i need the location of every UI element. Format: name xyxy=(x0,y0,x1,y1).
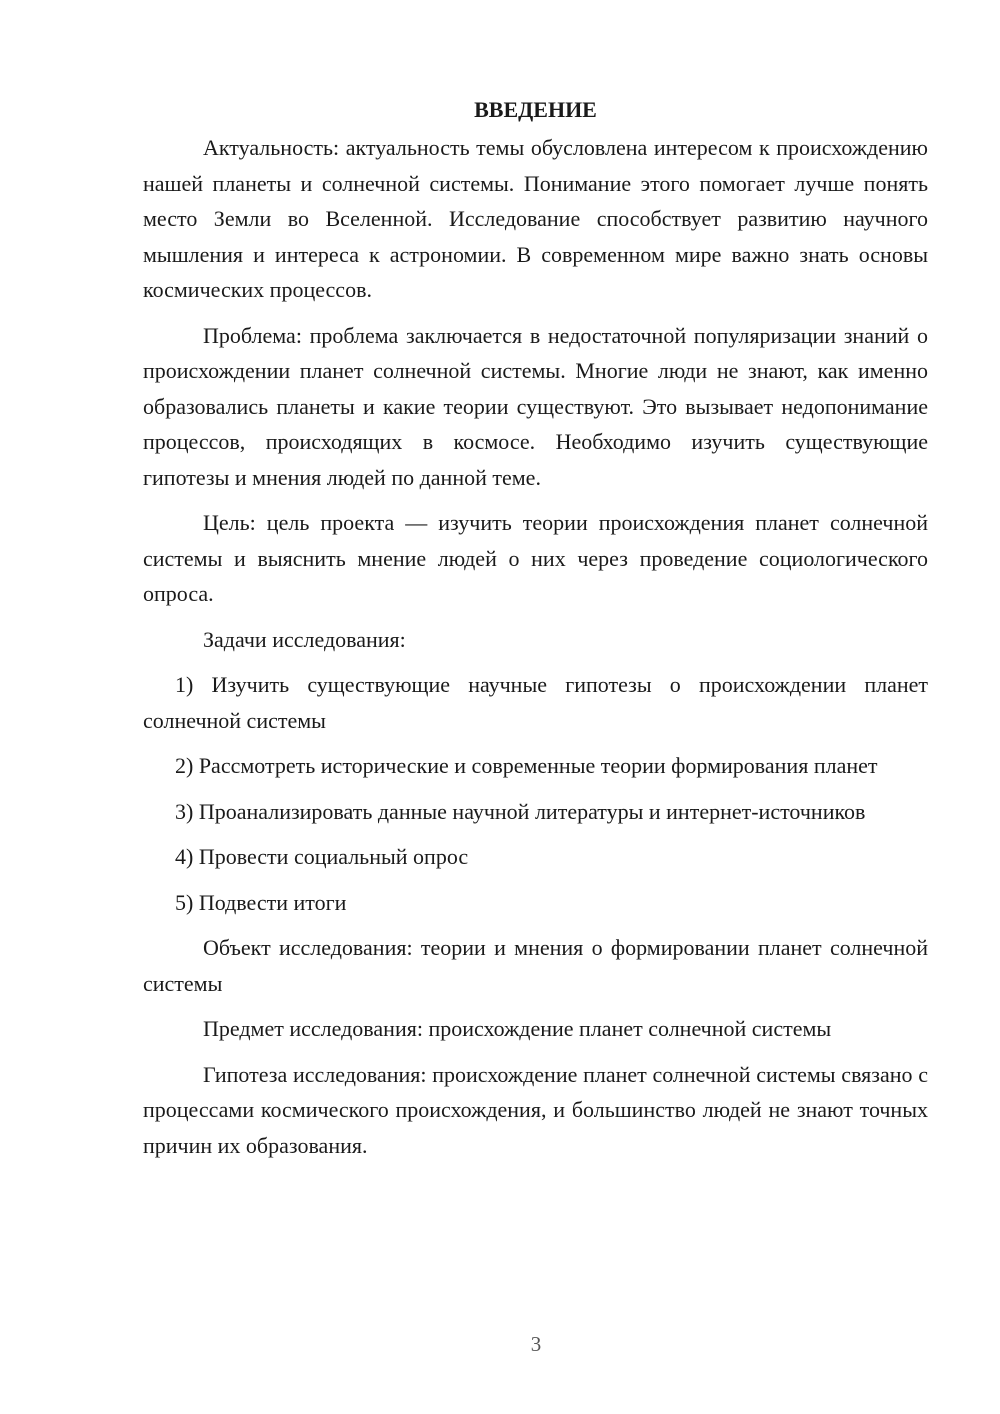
page-title: ВВЕДЕНИЕ xyxy=(474,97,597,122)
tasks-heading: Задачи исследования: xyxy=(203,626,406,652)
paragraph-hypothesis: Гипотеза исследования: происхождение планет солнечной системы связано с процессами космического происхождения, и большинство людей не знают точных причин их образования. xyxy=(143,1061,928,1158)
paragraph-relevance: Актуальность: актуальность темы обусловлена интересом к происхождению нашей планеты и солнечной системы. Понимание этого помогает лучше понять место Земли во Вселенной. Исследование способствует развитию научного мышления и интереса к астрономии. В современном мире важно знать основы космических процессов. xyxy=(143,135,928,302)
list-item: 5) Подвести итоги xyxy=(175,889,347,915)
paragraph-goal: Цель: цель проекта — изучить теории происхождения планет солнечной системы и выяснить мнение людей о них через проведение социологического опроса. xyxy=(143,510,928,606)
list-item: 2) Рассмотреть исторические и современные теории формирования планет xyxy=(175,753,878,778)
list-item: 1) Изучить существующие научные гипотезы о происхождении планет солнечной системы xyxy=(143,672,928,733)
tasks-list xyxy=(143,667,928,920)
list-item: 3) Проанализировать данные научной литературы и интернет-источников xyxy=(175,798,866,824)
paragraph-problem: Проблема: проблема заключается в недостаточной популяризации знаний о происхождении планет солнечной системы. Многие люди не знают, как именно образовались планеты и какие теории существуют. Это вызывает недопонимание процессов, происходящих в космосе. Необходимо изучить существующие гипотезы и мнения людей по данной теме. xyxy=(143,322,928,490)
paragraph-subject: Предмет исследования: происхождение планет солнечной системы xyxy=(203,1016,832,1041)
document-page xyxy=(143,92,928,1173)
page-number: 3 xyxy=(530,1332,542,1356)
list-item: 4) Провести социальный опрос xyxy=(175,844,469,869)
paragraph-object: Объект исследования: теории и мнения о формировании планет солнечной системы xyxy=(143,935,928,996)
